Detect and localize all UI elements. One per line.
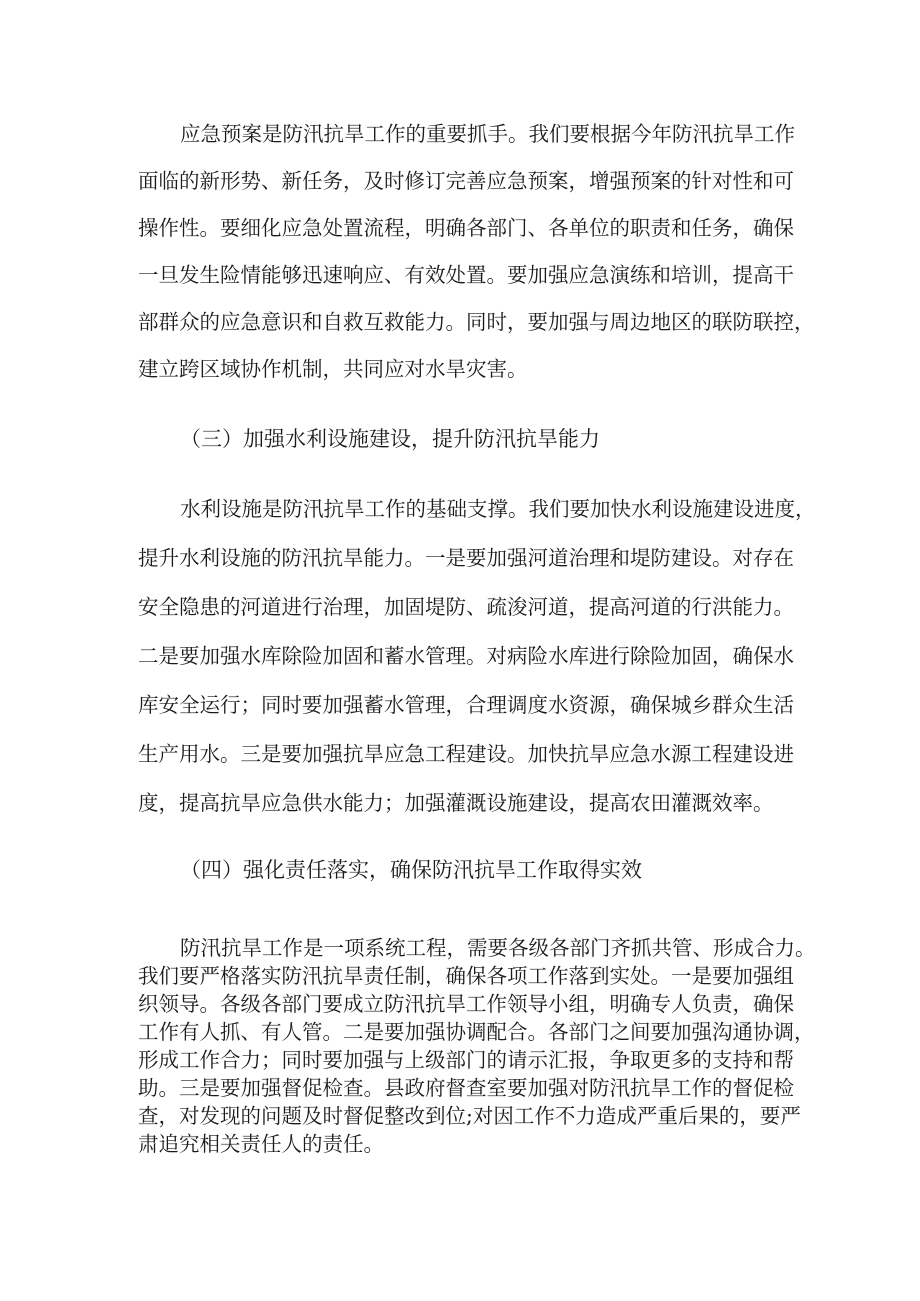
paragraph-line: 提升水利设施的防汛抗旱能力。一是要加强河道治理和堤防建设。对存在: [138, 546, 794, 570]
paragraph-line: 部群众的应急意识和自救互救能力。同时，要加强与周边地区的联防联控，: [138, 310, 815, 334]
paragraph-line: 应急预案是防汛抗旱工作的重要抓手。我们要根据今年防汛抗旱工作: [180, 122, 795, 146]
paragraph-line: 一旦发生险情能够迅速响应、有效处置。要加强应急演练和培训，提高干: [138, 263, 794, 287]
paragraph-line: 建立跨区域协作机制，共同应对水旱灾害。: [138, 357, 528, 381]
paragraph-line: 水利设施是防汛抗旱工作的基础支撑。我们要加快水利设施建设进度，: [180, 497, 816, 521]
paragraph-line: 度，提高抗旱应急供水能力；加强灌溉设施建设，提高农田灌溉效率。: [138, 791, 774, 815]
paragraph-line: 形成工作合力；同时要加强与上级部门的请示汇报，争取更多的支持和帮: [138, 1048, 794, 1072]
paragraph-line: 防汛抗旱工作是一项系统工程，需要各级各部门齐抓共管、形成合力。: [180, 936, 816, 960]
paragraph-line: 生产用水。三是要加强抗旱应急工程建设。加快抗旱应急水源工程建设进: [138, 742, 794, 766]
paragraph-line: 安全隐患的河道进行治理，加固堤防、疏浚河道，提高河道的行洪能力。: [138, 595, 794, 619]
paragraph-line: 面临的新形势、新任务，及时修订完善应急预案，增强预案的针对性和可: [138, 169, 794, 193]
paragraph-line: 二是要加强水库除险加固和蓄水管理。对病险水库进行除险加固，确保水: [138, 644, 794, 668]
paragraph-line: 库安全运行；同时要加强蓄水管理，合理调度水资源，确保城乡群众生活: [138, 693, 794, 717]
paragraph-line: 助。三是要加强督促检查。县政府督查室要加强对防汛抗旱工作的督促检: [138, 1076, 794, 1100]
paragraph-line: 肃追究相关责任人的责任。: [138, 1132, 384, 1156]
section-heading-4: （四）强化责任落实，确保防汛抗旱工作取得实效: [180, 858, 642, 882]
paragraph-line: 操作性。要细化应急处置流程，明确各部门、各单位的职责和任务，确保: [138, 216, 794, 240]
section-heading-3: （三）加强水利设施建设，提升防汛抗旱能力: [180, 427, 600, 451]
paragraph-line: 我们要严格落实防汛抗旱责任制，确保各项工作落到实处。一是要加强组: [138, 964, 794, 988]
paragraph-line: 织领导。各级各部门要成立防汛抗旱工作领导小组，明确专人负责，确保: [138, 992, 794, 1016]
paragraph-line: 工作有人抓、有人管。二是要加强协调配合。各部门之间要加强沟通协调，: [138, 1020, 815, 1044]
paragraph-line: 查，对发现的问题及时督促整改到位;对因工作不力造成严重后果的，要严: [138, 1104, 801, 1128]
